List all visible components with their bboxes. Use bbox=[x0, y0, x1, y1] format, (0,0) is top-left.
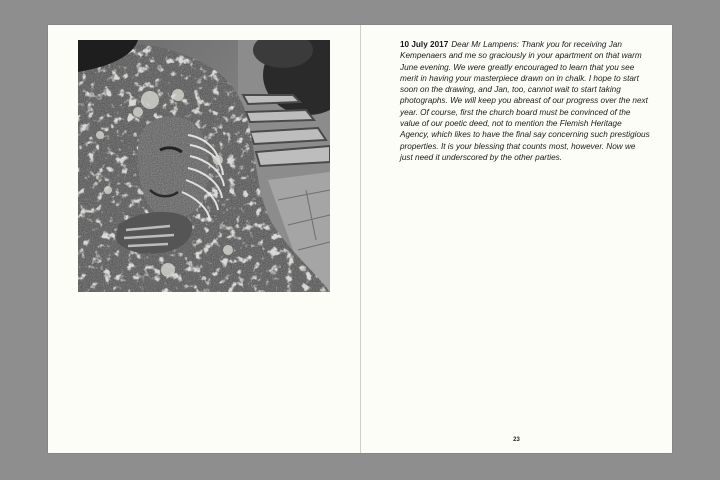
page-number: 23 bbox=[513, 437, 520, 443]
book-spread bbox=[48, 25, 672, 453]
letter-date: 10 July 2017 bbox=[400, 40, 449, 49]
letter-paragraph bbox=[400, 39, 650, 163]
left-page bbox=[48, 25, 360, 453]
sculpture-photograph bbox=[78, 40, 330, 292]
stone-sculpture-image bbox=[78, 40, 330, 292]
letter-body: Dear Mr Lampens: Thank you for receiving Jan Kempenaers and me so graciously in your apartment on that warm June evening. We were greatly encouraged to learn that you see merit in having your masterpiece drawn on in chalk. I hope to start soon on the drawing, and Jan, too, cannot wait to start taking photographs. We will keep you abreast of our progress over the next year. Of course, first the church board must be convinced of the value of our poetic deed, not to mention the Flemish Heritage Agency, which likes to have the final say concerning such prestigious properties. It is your blessing that counts most, however. Now we just need it underscored by the other parties. bbox=[400, 40, 650, 162]
right-page bbox=[361, 25, 672, 453]
